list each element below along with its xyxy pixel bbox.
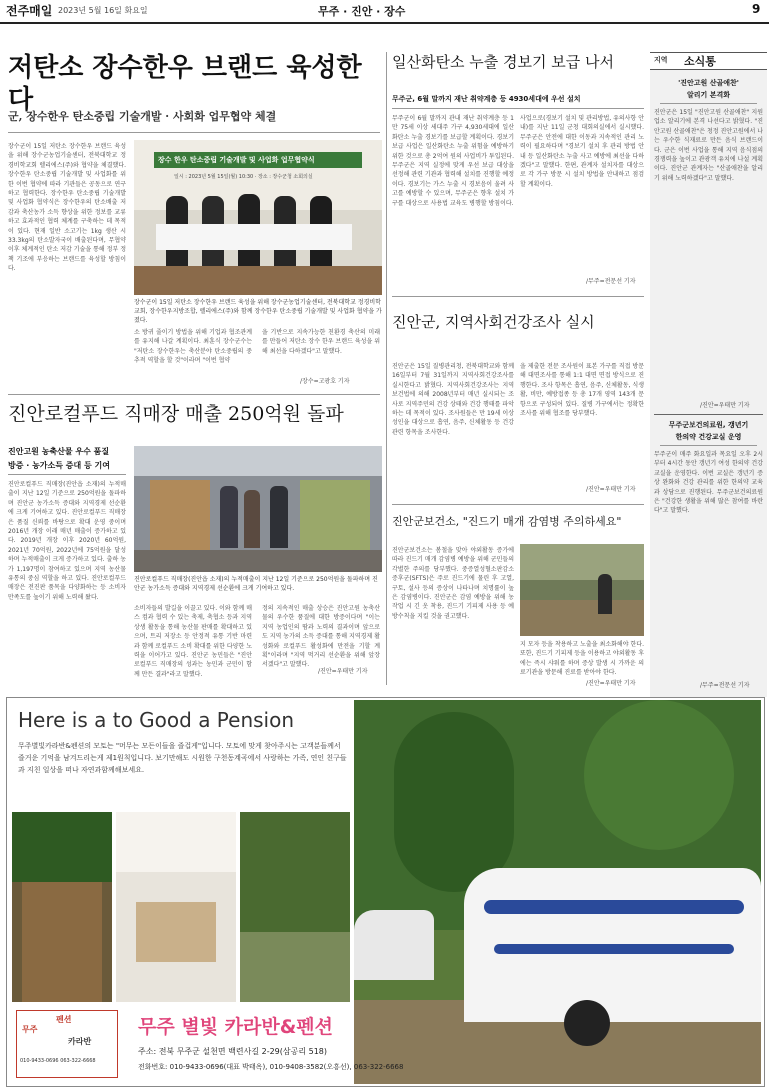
story3-headline: 일산화탄소 누출 경보기 보급 나서 xyxy=(392,53,614,71)
sidebar-item2-title-a: 무주군보건의료원, 갱년기 xyxy=(668,421,749,429)
story5-headline: 진안군보건소, "진드기 매개 감염병 주의하세요" xyxy=(392,515,622,528)
story4-reporter: /진안=우태만 기자 xyxy=(586,486,636,493)
sidebar-item1-title-b: 알리기 본격화 xyxy=(686,91,730,99)
sidebar-title: 소식통 xyxy=(684,55,716,68)
story2-col1: 진안로컬푸드 직매장(진안읍 소재)의 누적매출이 지난 12일 기준으로 250억원을 돌파하며 진안군 농가소득 증대와 지역경제 선순환에 크게 기여하고 있다. 진안로컬푸드 직매장은 품질 신뢰를 바탕으로 확대 운영 중이며 2016년 개장 이래 매년 매출이 증가하고 있다. 2019년 개장 이후 2020년 60억원, 2021년 70억원, 2022년에 75억원을 달성하며 누적매출이 크게 증가하고 있다. 출하 농가 1,197명이 참여하고 있으며 지역 농산물 유통의 중심 역할을 하고 있다. 진안로컬푸드 매장은 전진판 품목을 다양화하는 등 소비자 만족도를 높이기 위해 노력해 왔다. xyxy=(8,481,126,601)
sidebar-item1-body: 진안군은 15일 "진안고원 산골애찬" 지원업소 알리기에 본격 나선다고 밝혔다. "진안고원 산골애찬"은 청정 진안고원에서 나는 우수한 식재료로 만든 음식 브랜드이다. 군은 이번 사업을 통해 지역 음식점의 경쟁력을 높이고 관광객 유치에 나설 계획이다. 진안군 관계자는 "산골애찬을 알리기 위해 노력하겠다"고 말했다. xyxy=(654,109,763,182)
story1-reporter: /장수=고광호 기자 xyxy=(300,378,350,385)
sidebar-item2-title-b: 한의약 건강교실 운영 xyxy=(675,433,742,441)
story1-col2: 소 방귀 줄이기 방법을 위해 기업과 협조관계를 유지해 나갈 계획이다. 최훈식 장수군수는 "저탄소 장수한우는 축산분야 탄소중립의 중추적 역할을 할 것"이라며 "이번 협약 xyxy=(134,329,252,365)
story1-subhead: 군, 장수한우 탄소중립 기술개발 · 사회화 업무협약 체결 xyxy=(8,110,277,123)
ad-phone: 전화번호: 010-9433-0696(대표 박태옥), 010-9408-3582(오흥선), 063-322-6668 xyxy=(138,1063,404,1071)
story2-subhead-1: 진안고원 농축산물 우수 품질 xyxy=(8,447,110,456)
cabin-photo xyxy=(12,812,112,1002)
ad-slogan: Here is a to Good a Pension xyxy=(18,708,295,732)
logo-text-pension: 펜션 xyxy=(56,1015,72,1024)
story5-col2: 지 모자 등을 착용하고 노출을 최소화해야 한다. 또한, 진드기 기피제 등을 이용하고 야외활동 후에는 즉시 샤워를 하며 증상 발생 시 가까운 의료기관을 방문해 진료를 받아야 한다. xyxy=(520,641,644,677)
story1-headline: 저탄소 장수한우 브랜드 육성한다 xyxy=(8,53,362,115)
story2-subhead-2: 방증 · 농가소득 증대 등 기여 xyxy=(8,461,110,470)
ad-business-name: 무주 별빛 카라반&펜션 xyxy=(138,1016,333,1038)
sidebar-item1-reporter: /진안=우태만 기자 xyxy=(700,402,750,409)
sidebar-region-tag: 지역 xyxy=(654,56,668,64)
photo-banner-subtitle: 일시 : 2023년 5월 15일(월) 10:30 · 장소 : 장수군청 소회의실 xyxy=(174,174,313,180)
sidebar-item2-reporter: /무주=전문선 기자 xyxy=(700,682,750,689)
signing-ceremony-photo xyxy=(134,140,382,295)
interior-room-photo xyxy=(116,812,236,1002)
caravan-photo xyxy=(354,700,761,1084)
story1-caption: 장수군이 15일 저탄소 장수한우 브랜드 육성을 위해 장수군농업기술센터, 전북대학교 정경비학교회, 장수한우지방조합, 렐리에스(주)와 함께 장수한우 탄소중립 기술개발 및 사업화 협약을 가졌다. xyxy=(134,299,382,324)
section-title: 무주 · 진안 · 장수 xyxy=(318,5,406,18)
sidebar-item2-body: 무주군이 매주 화요일과 목요일 오후 2시부터 4시간 동안 갱년기 여성 한의약 건강교실을 운영한다. 이번 교실은 갱년기 증상 완화와 건강 관리를 위한 한의약 교육과 상담으로 진행된다. 무주군보건의료원은 "건강한 생활을 위해 많은 참여를 바란다"고 말했다. xyxy=(654,451,763,515)
story2-caption: 진안로컬푸드 직매장(진안읍 소재)의 누적매출이 지난 12일 기준으로 250억원을 돌파하며 진안군 농가소득 증대와 지역경제 선순환에 크게 기여하고 있다. xyxy=(134,576,378,592)
garden-photo xyxy=(240,812,350,1002)
logo-phone: 010-9433-0696 063-322-6668 xyxy=(20,1058,96,1064)
logo-text-caravan: 카라반 xyxy=(68,1037,92,1046)
ad-description: 무주별빛카라반&펜션의 모토는 "머무는 모든이들을 즐겁게"입니다. 모토에 맞게 찾아주시는 고객분들께서 즐거운 기억을 남겨드리는게 제1원칙입니다. 보기만해도 시원한 구천동계곡에서 사랑하는 가족, 연인 친구들과 지친 일상을 떠나 자연과함께해보세요. xyxy=(18,742,347,774)
story3-col2: 사업으로(경보기 설치 및 관리방법, 유의사항 안내)를 지난 11일 군청 대회의실에서 실시했다. 무주군은 안전에 대한 이동과 지속적인 관리 노력이 필요하다며 "경보기 설치 후 관리 방법 안내 등 일산화탄소 누출 사고 예방에 최선을 다하겠다"고 말했다. 한편, 관계자 설치자를 대상으로 각 가구 방문 시 설치 방법을 안내하고 점검할 계획이다. xyxy=(520,115,644,188)
story2-headline: 진안로컬푸드 직매장 매출 250억원 돌파 xyxy=(8,403,344,425)
story2-col2: 소비자들의 발길을 이끌고 있다. 이와 함께 매스 컴과 협력 수 있는 축제, 축협소 등과 지역상생 활동을 통해 농산물 판매를 확대하고 있으며, 트리 저장소 등 안정적 유통 기반 마련과 함께 로컬푸드 소비 확대를 위한 다양한 노력을 이어가고 있다. 진안군 농민들은 "진안로컬푸드 직매장의 성과는 농민과 군민이 함께 만든 결과"라고 말했다. xyxy=(134,605,252,678)
sidebar-item1-title-a: '진안고원 산골애찬' xyxy=(678,79,739,87)
ad-address: 주소: 전북 무주군 설천면 백련사길 2-29(삼공리 518) xyxy=(138,1047,327,1056)
story1-col1: 장수군이 15일 저탄소 장수한우 브랜드 육성을 위해 장수군농업기술센터, 전북대학교 정경비학교회 렐리에스(주)와 협약을 체결했다. 장수한우 탄소중립 기술개발 및 사업화를 위한 이번 협약에 따라 기관들은 공동으로 연구하고 협력한다. 장수한우 탄소중립 기술개발 및 사업화 협약식은 장수한우의 탄소배출 저감과 축산농가 소득 향상을 위한 정보를 교류하고 효과적인 협력 체계를 구축하는 데 목적이 있다. 현재 일반 소고기는 1kg 생산 시 33.3kg의 탄소발자국이 배출된다며, 무협약 이후 체계적인 탄소 저감 기술을 통해 정부 정책 기조에 부응하는 브랜드를 육성할 방침이다. xyxy=(8,143,126,273)
local-food-store-photo xyxy=(134,446,382,572)
story3-col1: 무주군이 6월 말까지 관내 재난 취약계층 등 1만 75세 이상 세대주 가구 4,930세대에 일산화탄소 누출 경보기를 보급할 계획이다. 경보기 보급 사업은 일산화탄소 누출 위험을 예방하기 위한 것으로 총 2억여 원의 사업비가 투입된다. 무주군은 지역 실정에 맞게 우선 보급 대상을 선정해 관련 기관과 협력해 설치를 진행할 예정이다. 경보기는 가스 누출 시 경보음이 울려 사고를 예방할 수 있으며, 무주군은 향후 설치 가구를 대상으로 사용법 교육도 병행할 방침이다. xyxy=(392,115,514,207)
story2-col3: 정의 지속적인 매출 상승은 진안고원 농축산물의 우수한 품질에 대한 방증이다며 "이는 지역 농업인의 땀과 노력의 결과이며 앞으로도 지역 농가의 소득 증대를 통해 지역경제 활성화와 로컬푸드 활성화에 만전을 기할 계획"이라며 "지역 먹거리 선순환을 위해 앞장서겠다"고 말했다. xyxy=(262,605,380,669)
issue-date: 2023년 5월 16일 화요일 xyxy=(58,6,148,15)
photo-banner-title: 장수 한우 탄소중립 기술개발 및 사업화 업무협약식 xyxy=(158,156,315,164)
story4-headline: 진안군, 지역사회건강조사 실시 xyxy=(392,313,595,331)
logo-text-muju: 무주 xyxy=(22,1025,38,1034)
masthead: 전주매일 xyxy=(6,4,53,18)
page-number: 9 xyxy=(752,2,761,16)
story5-col1: 진안군보건소는 봄철을 맞아 야외활동 증가에 따라 진드기 매개 감염병 예방을 위해 군민들의 각별한 주의를 당부했다. 중증열성혈소판감소증후군(SFTS)은 주로 진드기에 물린 후 고열, 구토, 설사 등의 증상이 나타나며 치명률이 높은 감염병이다. 진안군은 감염 예방을 위해 농작업 시 긴 옷 착용, 진드기 기피제 사용 등 예방수칙을 지킬 것을 권고했다. xyxy=(392,547,514,620)
story3-reporter: /무주=전문선 기자 xyxy=(586,278,636,285)
story5-reporter: /진안=우태만 기자 xyxy=(586,680,636,687)
hiking-trail-photo xyxy=(520,544,644,636)
story4-col2: 을 제출한 전문 조사원이 표본 가구를 직접 방문해 대면조사를 통해 1:1 대면 면접 방식으로 진행한다. 조사 항목은 흡연, 음주, 신체활동, 식생활, 비만, 예방접종 등 총 17개 영역 143개 문항으로 구성되어 있다. 질병 가구에서는 정확한 조사를 위해 협조를 당부했다. xyxy=(520,363,644,418)
story1-col3: 을 기반으로 지속가능한 친환경 축산의 미래를 만들어 저탄소 장수 한우 브랜드 육성을 위해 최선을 다하겠다"고 말했다. xyxy=(262,329,380,355)
story4-col1: 진안군은 15일 질병관리청, 전북대학교와 함께 16일부터 7월 31일까지 지역사회건강조사를 실시한다고 밝혔다. 지역사회건강조사는 지역보건법에 의해 2008년부터 매년 실시되는 조사로 지역주민의 건강 상태와 건강 행태를 파악하는 데 목적이 있다. 조사원들은 만 19세 이상 성인을 대상으로 흡연, 음주, 신체활동 등 건강 관련 항목을 조사한다. xyxy=(392,363,514,436)
story2-reporter: /진안=우태만 기자 xyxy=(318,668,368,675)
story3-subhead: 무주군, 6월 말까지 재난 취약계층 등 4930세대에 우선 설치 xyxy=(392,95,581,103)
